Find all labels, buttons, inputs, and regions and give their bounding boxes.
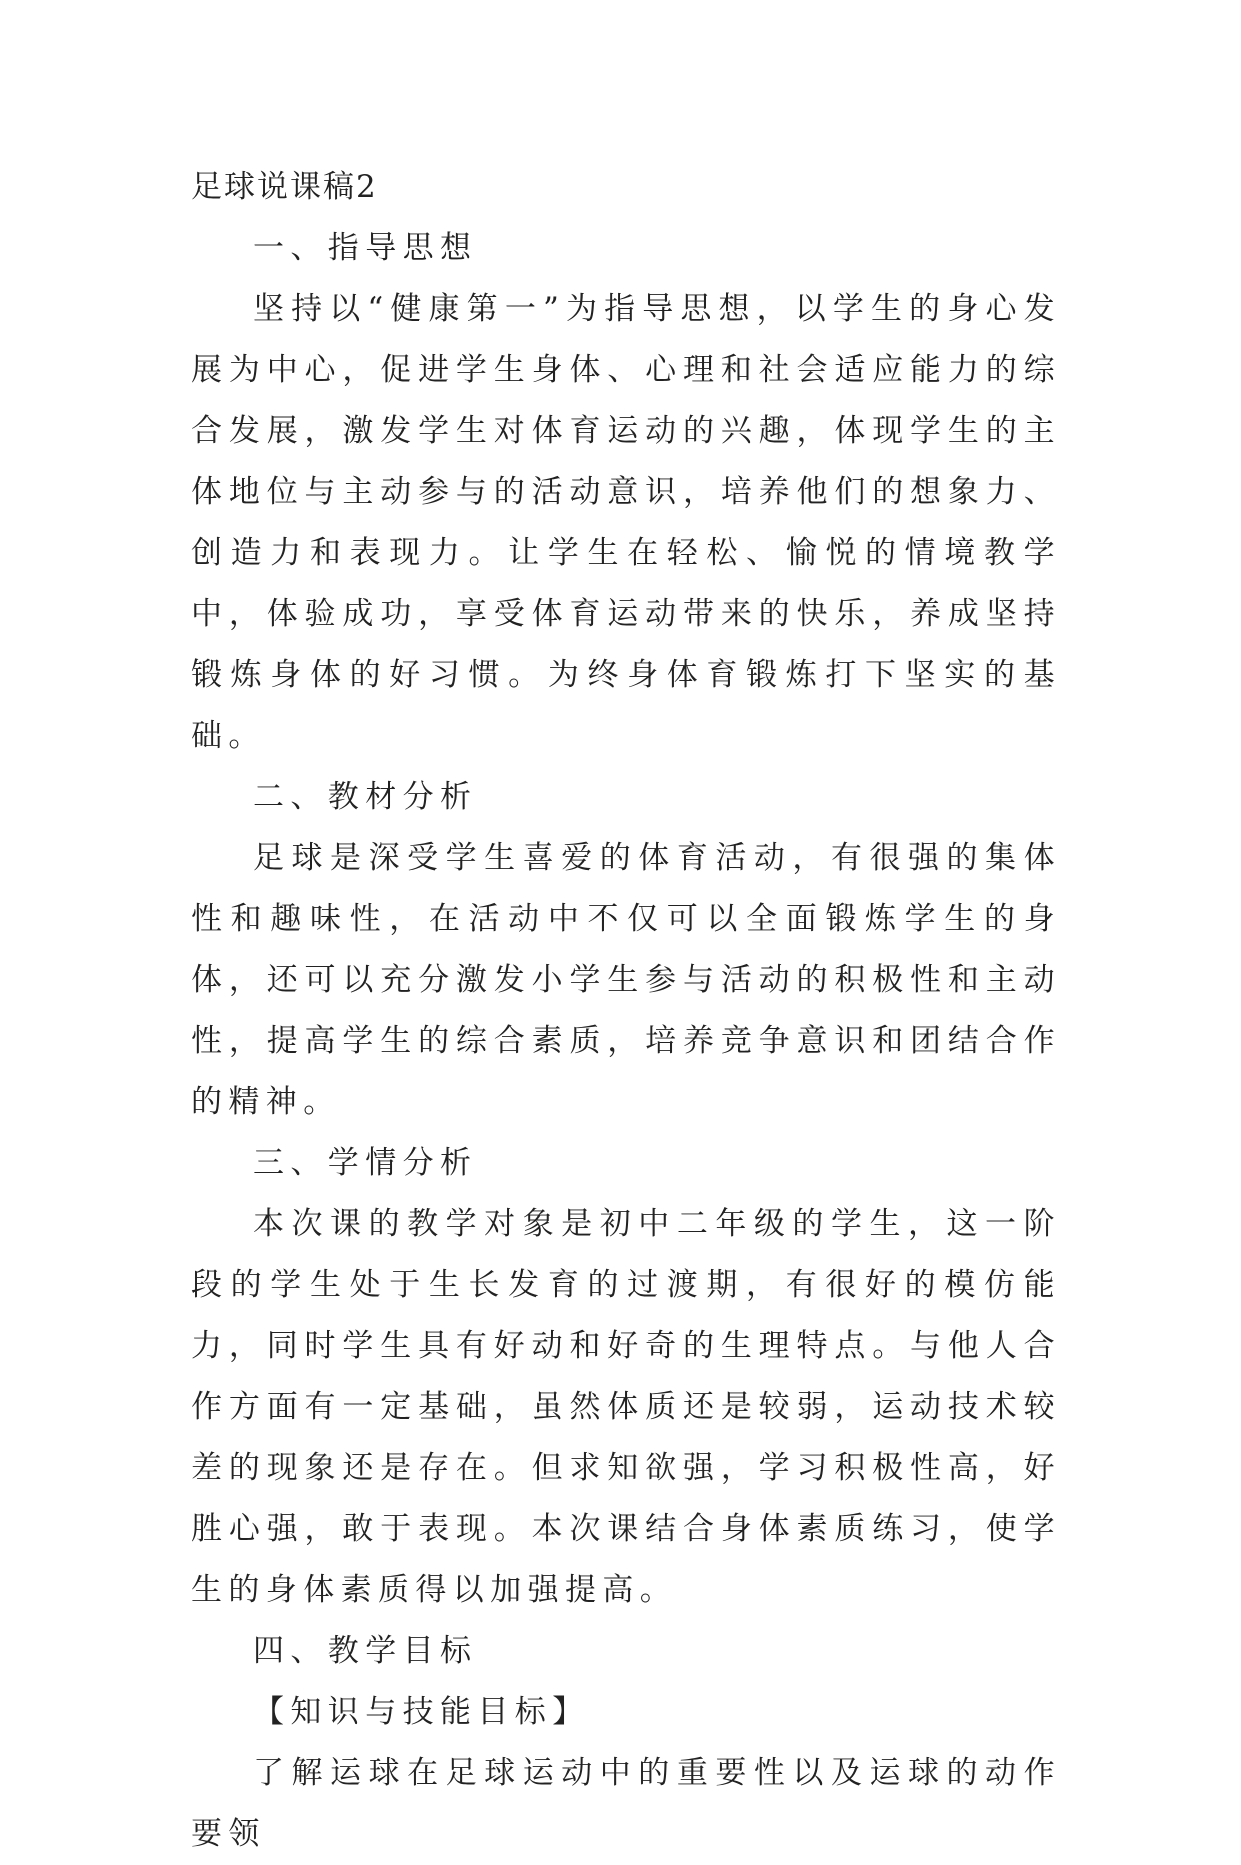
- section-heading-material-analysis: 二、教材分析: [253, 779, 478, 815]
- paragraph-material-analysis: 足球是深受学生喜爱的体育活动，有很强的集体性和趣味性，在活动中不仅可以全面锻炼学生的身体，还可以充分激发小学生参与活动的积极性和主动性，提高学生的综合素质，培养竞争意识和团结合作的精神。: [191, 840, 1061, 1120]
- paragraph-teaching-objectives: 了解运球在足球运动中的重要性以及运球的动作要领: [191, 1755, 1061, 1852]
- section-heading-guiding-ideology: 一、指导思想: [253, 230, 478, 266]
- document-title: 足球说课稿2: [191, 169, 378, 205]
- section-heading-teaching-objectives: 四、教学目标: [253, 1633, 478, 1669]
- document-body: [191, 157, 1061, 1865]
- section-heading-learner-analysis: 三、学情分析: [253, 1145, 478, 1181]
- paragraph-learner-analysis: 本次课的教学对象是初中二年级的学生，这一阶段的学生处于生长发育的过渡期，有很好的模仿能力，同时学生具有好动和好奇的生理特点。与他人合作方面有一定基础，虽然体质还是较弱，运动技术较差的现象还是存在。但求知欲强，学习积极性高，好胜心强，敢于表现。本次课结合身体素质练习，使学生的身体素质得以加强提高。: [191, 1206, 1061, 1608]
- subheading-knowledge-skill-objectives: 【知识与技能目标】: [253, 1694, 590, 1730]
- paragraph-guiding-ideology: 坚持以“健康第一”为指导思想，以学生的身心发展为中心，促进学生身体、心理和社会适应能力的综合发展，激发学生对体育运动的兴趣，体现学生的主体地位与主动参与的活动意识，培养他们的想象力、创造力和表现力。让学生在轻松、愉悦的情境教学中，体验成功，享受体育运动带来的快乐，养成坚持锻炼身体的好习惯。为终身体育锻炼打下坚实的基础。: [191, 291, 1061, 754]
